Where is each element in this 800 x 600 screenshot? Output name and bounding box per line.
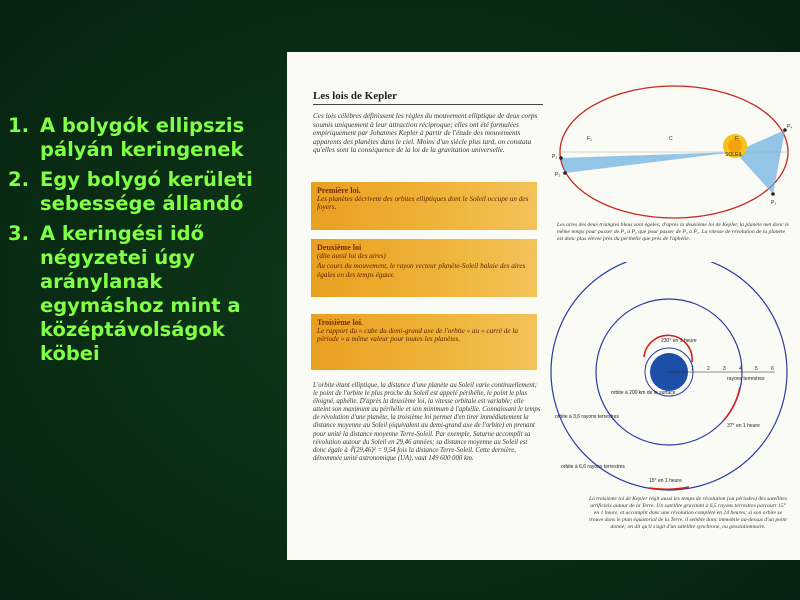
elliptic-orbit-diagram bbox=[549, 72, 800, 222]
label-c: C bbox=[669, 136, 673, 142]
label-sun: SOLEIL bbox=[725, 152, 743, 158]
tick-label: 6 bbox=[771, 366, 774, 372]
satellite-orbits-diagram bbox=[549, 262, 800, 494]
label-p4: P₄ bbox=[787, 124, 793, 130]
label-230: 230° en 1 heure bbox=[661, 338, 697, 344]
tick-label: 4 bbox=[739, 366, 742, 372]
law2-text: Au cours du mouvement, le rayon vecteur planète-Soleil balaie des aires égales en des temps égaux. bbox=[317, 262, 526, 279]
label-rayons: rayons terrestres bbox=[727, 376, 765, 382]
label-15: 15° en 1 heure bbox=[649, 478, 682, 484]
title-underline bbox=[313, 104, 543, 105]
point-p3 bbox=[771, 192, 775, 196]
law2-title: Deuxième loi bbox=[317, 243, 362, 252]
list-item bbox=[8, 222, 278, 366]
point-p1 bbox=[559, 156, 563, 160]
list-item-number: 1. bbox=[8, 114, 29, 137]
label-f1: F₁ bbox=[735, 136, 740, 142]
law2-subtitle: (dite aussi loi des aires) bbox=[317, 252, 386, 260]
list-item-text: A keringési idő négyzetei úgy aránylanak egymáshoz mint a középtávolságok köbei bbox=[40, 222, 241, 365]
label-37: 37° en 1 heure bbox=[727, 423, 760, 429]
tick-label: 5 bbox=[755, 366, 758, 372]
law1-text: Les planètes décrivent des orbites elliptiques dont le Soleil occupe un des foyers. bbox=[317, 195, 529, 212]
label-f2: F₂ bbox=[587, 136, 592, 142]
list-item-text: Egy bolygó kerületi sebessége állandó bbox=[40, 168, 253, 215]
list-item bbox=[8, 168, 278, 216]
document-title: Les lois de Kepler bbox=[313, 90, 398, 102]
intro-paragraph: Ces lois célèbres définissent les règles du mouvement elliptique de deux corps soumis uniquement à leur attraction réciproque; elles ont été formulées empiriquement par Johannes Kepler à partir de l'étude des mouvements apparents des planètes dans le ciel. Moins d'un siècle plus tard, on constata qu'elles sont la conséquence de la loi de la gravitation universelle. bbox=[313, 112, 538, 155]
label-p1: P₁ bbox=[552, 154, 558, 160]
law1-box bbox=[311, 182, 537, 230]
list-item-number: 3. bbox=[8, 222, 29, 245]
law1-title: Première loi. bbox=[317, 186, 361, 195]
scanned-document bbox=[287, 52, 800, 560]
tick-label: 3 bbox=[723, 366, 726, 372]
point-p2 bbox=[563, 171, 567, 175]
caption-satellites: La troisième loi de Kepler régit aussi les temps de révolution (ou périodes) des satellites artificiels autour de la Terre. Un satellite gravitant à 6,5 rayons terrestres parcourt 15° en 1 heure, et accomplit donc une révolution complète en 24 heures; si son orbite se trouve dans le plan équatorial de la Terre, il semble donc immobile au-dessus d'un point donné; on dit qu'il s'agit d'un satellite synchrone, ou géostationnaire. bbox=[588, 496, 788, 530]
label-p2: P₂ bbox=[555, 172, 561, 178]
list-item-text: A bolygók ellipszis pályán keringenek bbox=[40, 114, 245, 161]
list-item bbox=[8, 114, 278, 162]
body-paragraph: L'orbite étant elliptique, la distance d'une planète au Soleil varie continuellement; le point de l'orbite le plus proche du Soleil est appelé périhélie, le point le plus éloigné, aphélie. D'après la deuxième loi, la vitesse orbitale est variable; elle atteint son maximum au périhélie et son minimum à l'aphélie. Connaissant le temps de révolution d'une planète, la troisième loi permet d'en tirer immédiatement la distance moyenne au Soleil (équivalent au demi-grand axe de l'orbite) en prenant pour unité la distance moyenne Terre-Soleil. Par exemple, Saturne accomplit sa révolution autour du Soleil en 29,46 années; sa distance moyenne au Soleil est donc égale à ∛(29,46)² = 9,54 fois la distance Terre-Soleil. Cette dernière, dénommée unité astronomique (UA), vaut 149 600 000 km. bbox=[313, 382, 541, 462]
law3-text: Le rapport du « cube du demi-grand axe de l'orbite » au « carré de la période » a même valeur pour toutes les planètes. bbox=[317, 327, 518, 344]
tick-label: 2 bbox=[707, 366, 710, 372]
slide-law-list bbox=[8, 114, 278, 372]
label-orbit200: orbite à 200 km de la surface bbox=[611, 390, 676, 396]
law3-title: Troisième loi. bbox=[317, 318, 363, 327]
label-p3: P₃ bbox=[771, 200, 777, 206]
law3-box bbox=[311, 314, 537, 370]
law2-box bbox=[311, 239, 537, 297]
tick-label: 1 bbox=[691, 366, 694, 372]
caption-orbit: Les aires des deux triangles bleus sont égales; d'après la deuxième loi de Kepler, la planète met donc le même temps pour passer de P₁ à P₂ que pour passer de P₃ à P₄. La vitesse de révolution de la planète est donc plus élevée près du périhélie que près de l'aphélie. bbox=[557, 222, 789, 242]
swept-area-aphelion bbox=[561, 152, 735, 173]
scale-ticks bbox=[691, 366, 774, 372]
label-orbit66: orbite à 6,6 rayons terrestres bbox=[561, 464, 625, 470]
list-item-number: 2. bbox=[8, 168, 29, 191]
label-orbit36: orbite à 3,6 rayons terrestres bbox=[555, 414, 619, 420]
arc-37 bbox=[724, 387, 740, 420]
